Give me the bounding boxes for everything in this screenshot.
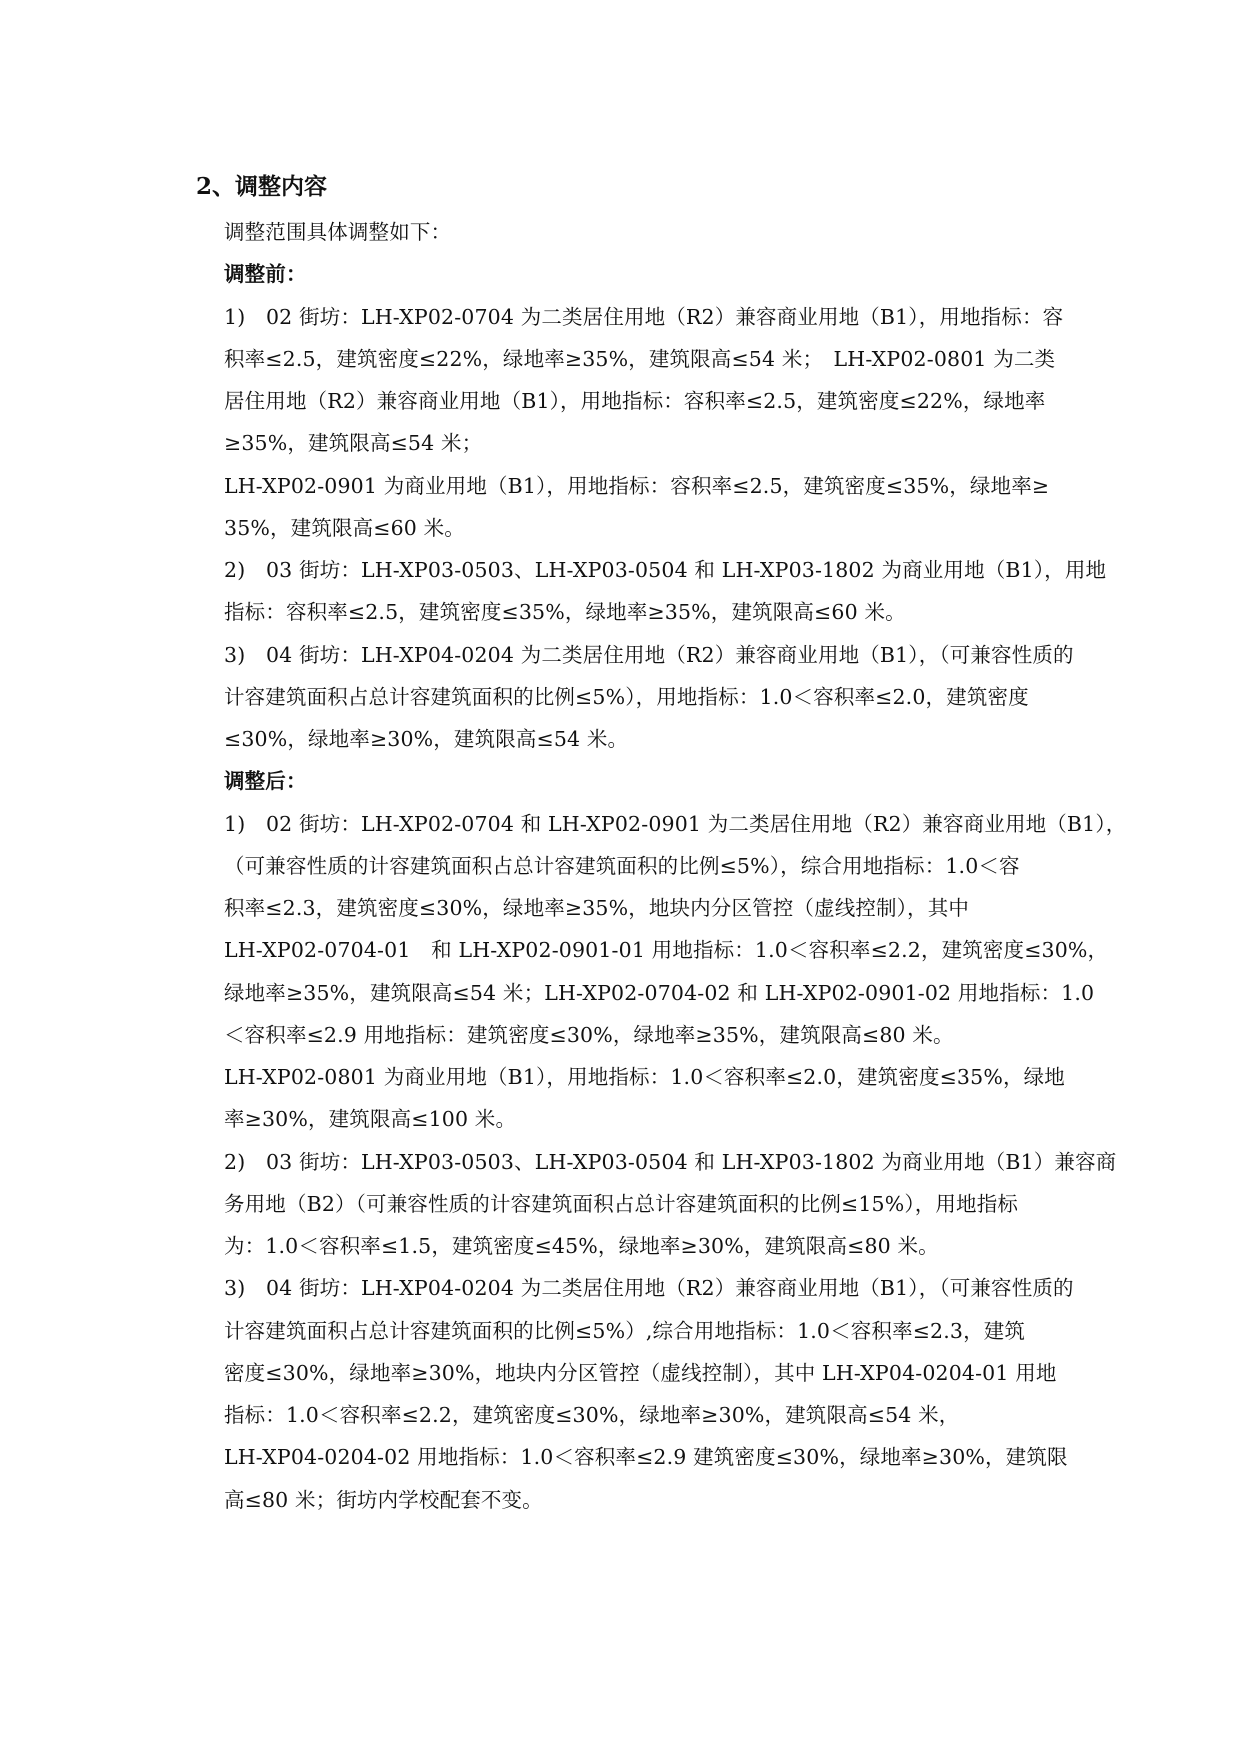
before-line: 1) 02 街坊：LH-XP02-0704 为二类居住用地（R2）兼容商业用地（B1），用地指标：容 <box>224 305 1064 329</box>
before-line: 积率≤2.5，建筑密度≤22%，绿地率≥35%，建筑限高≤54 米； LH-XP02-0801 为二类 <box>224 347 1056 371</box>
before-line: LH-XP02-0901 为商业用地（B1），用地指标：容积率≤2.5，建筑密度≤35%，绿地率≥ <box>224 474 1050 498</box>
after-line: LH-XP04-0204-02 用地指标：1.0＜容积率≤2.9 建筑密度≤30%，绿地率≥30%，建筑限 <box>224 1445 1068 1469</box>
intro-text: 调整范围具体调整如下： <box>224 220 452 244</box>
before-line: 计容建筑面积占总计容建筑面积的比例≤5%），用地指标：1.0＜容积率≤2.0，建筑密度 <box>224 685 1029 709</box>
before-line: 指标：容积率≤2.5，建筑密度≤35%，绿地率≥35%，建筑限高≤60 米。 <box>224 600 906 624</box>
before-label: 调整前： <box>224 262 307 286</box>
after-line: 3) 04 街坊：LH-XP04-0204 为二类居住用地（R2）兼容商业用地（B1），（可兼容性质的 <box>224 1276 1074 1300</box>
after-line: LH-XP02-0704-01 和 LH-XP02-0901-01 用地指标：1.0＜容积率≤2.2，建筑密度≤30%， <box>224 938 1109 962</box>
section-heading: 2、调整内容 <box>196 173 328 200</box>
after-line: 率≥30%，建筑限高≤100 米。 <box>224 1107 517 1131</box>
after-line: （可兼容性质的计容建筑面积占总计容建筑面积的比例≤5%），综合用地指标：1.0＜容 <box>224 854 1020 878</box>
before-line: 35%，建筑限高≤60 米。 <box>224 516 465 540</box>
after-line: 计容建筑面积占总计容建筑面积的比例≤5%）,综合用地指标：1.0＜容积率≤2.3，建筑 <box>224 1319 1026 1343</box>
after-line: 为：1.0＜容积率≤1.5，建筑密度≤45%，绿地率≥30%，建筑限高≤80 米。 <box>224 1234 939 1258</box>
after-line: ＜容积率≤2.9 用地指标：建筑密度≤30%，绿地率≥35%，建筑限高≤80 米。 <box>224 1023 954 1047</box>
after-line: 2) 03 街坊：LH-XP03-0503、LH-XP03-0504 和 LH-XP03-1802 为商业用地（B1）兼容商 <box>224 1150 1117 1174</box>
after-line: 积率≤2.3，建筑密度≤30%，绿地率≥35%，地块内分区管控（虚线控制），其中 <box>224 896 970 920</box>
after-line: 绿地率≥35%，建筑限高≤54 米；LH-XP02-0704-02 和 LH-XP02-0901-02 用地指标：1.0 <box>224 981 1095 1005</box>
before-line: 2) 03 街坊：LH-XP03-0503、LH-XP03-0504 和 LH-XP03-1802 为商业用地（B1），用地 <box>224 558 1107 582</box>
before-line: ≤30%，绿地率≥30%，建筑限高≤54 米。 <box>224 727 629 751</box>
after-line: 高≤80 米；街坊内学校配套不变。 <box>224 1488 543 1512</box>
before-line: 居住用地（R2）兼容商业用地（B1），用地指标：容积率≤2.5，建筑密度≤22%，绿地率 <box>224 389 1046 413</box>
after-line: LH-XP02-0801 为商业用地（B1），用地指标：1.0＜容积率≤2.0，建筑密度≤35%，绿地 <box>224 1065 1065 1089</box>
after-line: 指标：1.0＜容积率≤2.2，建筑密度≤30%，绿地率≥30%，建筑限高≤54 米， <box>224 1403 960 1427</box>
before-line: 3) 04 街坊：LH-XP04-0204 为二类居住用地（R2）兼容商业用地（B1），（可兼容性质的 <box>224 643 1074 667</box>
after-line: 密度≤30%，绿地率≥30%，地块内分区管控（虚线控制），其中 LH-XP04-0204-01 用地 <box>224 1361 1057 1385</box>
after-label: 调整后： <box>224 769 307 793</box>
after-line: 1) 02 街坊：LH-XP02-0704 和 LH-XP02-0901 为二类居住用地（R2）兼容商业用地（B1）， <box>224 812 1127 836</box>
before-line: ≥35%，建筑限高≤54 米； <box>224 431 483 455</box>
after-line: 务用地（B2）（可兼容性质的计容建筑面积占总计容建筑面积的比例≤15%），用地指标 <box>224 1192 1018 1216</box>
